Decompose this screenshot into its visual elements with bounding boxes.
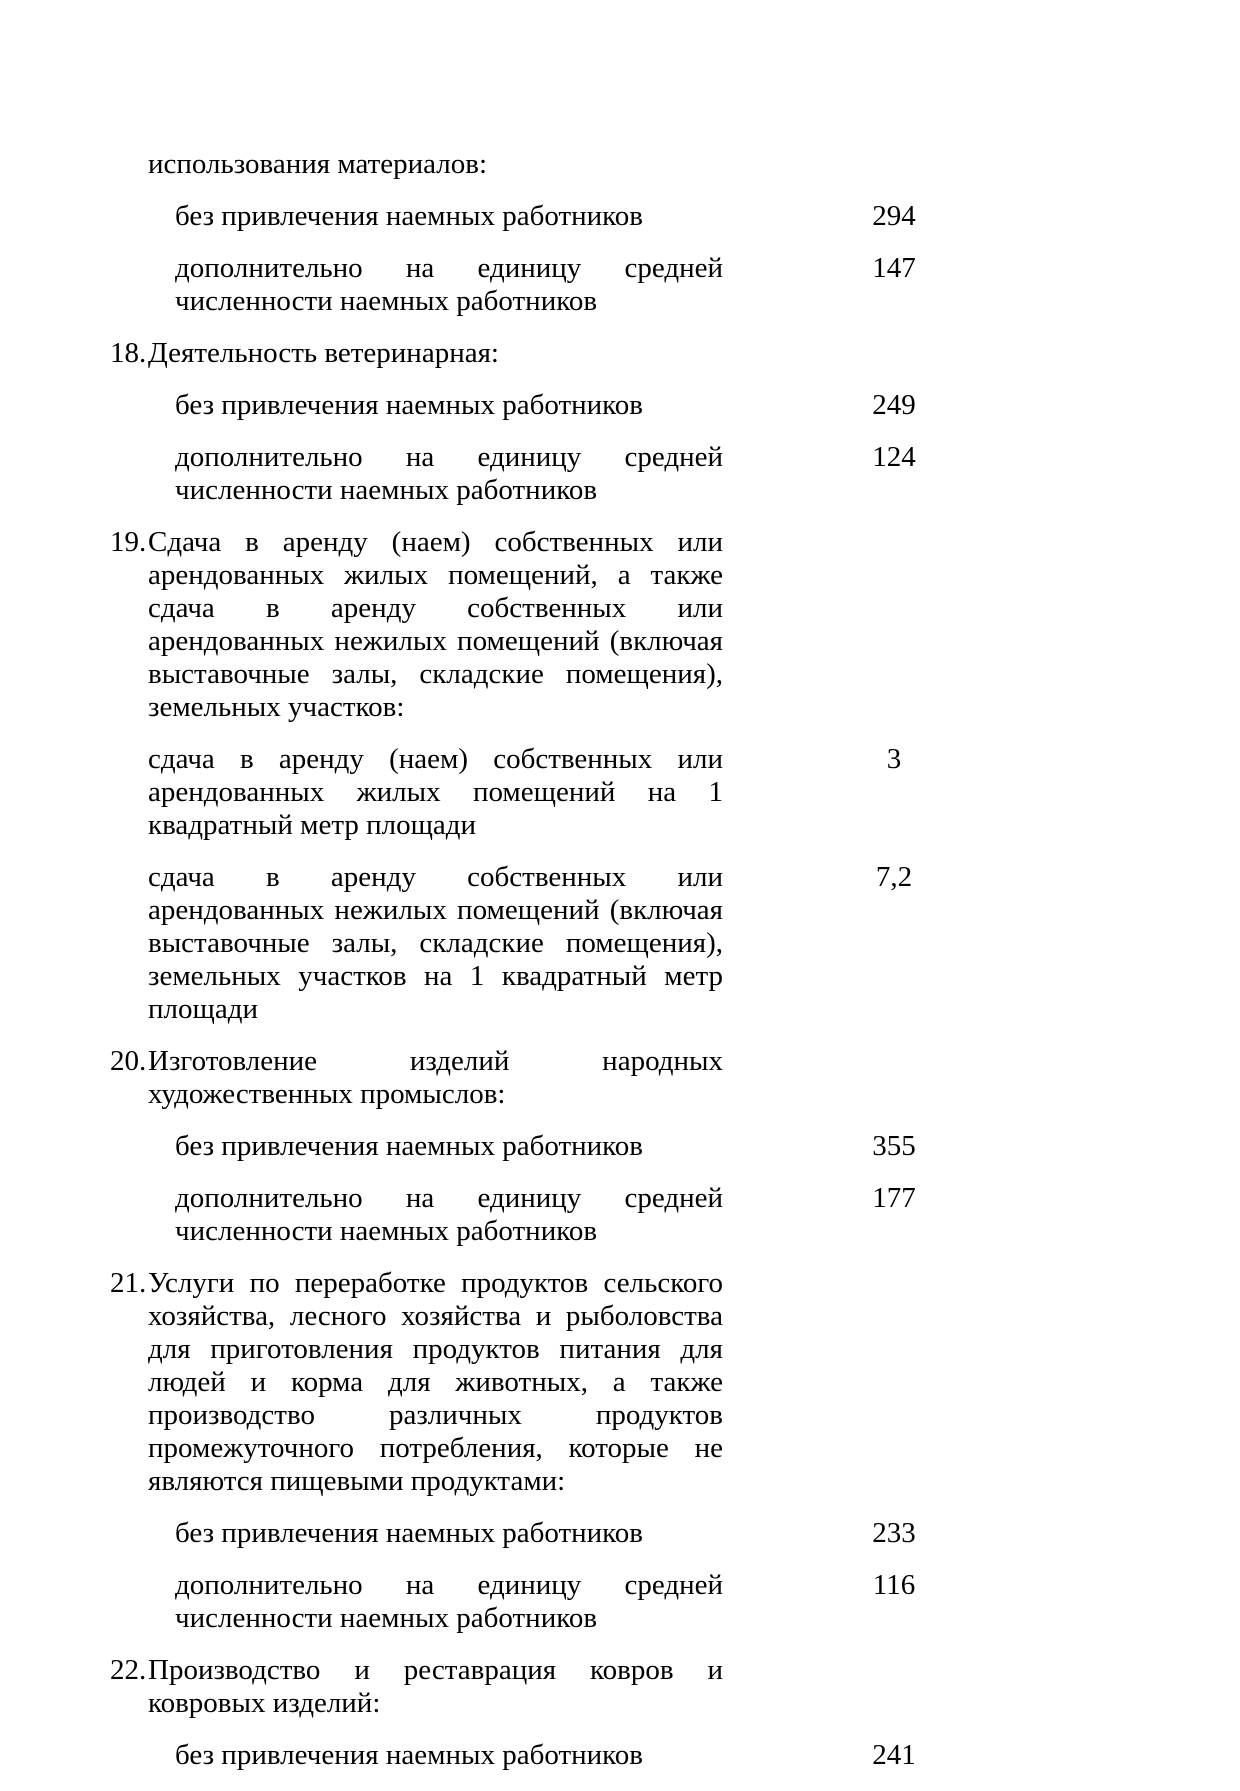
- document-rows: [0, 148, 1240, 1791]
- tariff-row: [0, 337, 1240, 370]
- item-value: 294: [872, 200, 916, 232]
- tariff-row: [0, 252, 1240, 318]
- item-number: 21.: [110, 1267, 147, 1299]
- item-text: без привлечения наемных работников: [175, 200, 643, 232]
- tariff-row: [0, 148, 1240, 181]
- item-text: без привлечения наемных работников: [175, 1130, 643, 1162]
- tariff-row: [0, 1739, 1240, 1772]
- item-value: 241: [872, 1739, 916, 1771]
- tariff-row: [0, 1130, 1240, 1163]
- item-text: Услуги по переработке продуктов сельского хозяйства, лесного хозяйства и рыболовства для приготовления продуктов питания для людей и корма для животных, а также производство различных продуктов промежуточного потребления, которые не являются пищевыми продуктами:: [148, 1267, 723, 1497]
- tariff-row: [0, 1654, 1240, 1720]
- tariff-row: [0, 743, 1240, 842]
- item-value: 116: [872, 1569, 916, 1601]
- item-text: использования материалов:: [148, 148, 488, 180]
- item-text: Изготовление изделий народных художественных промыслов:: [148, 1045, 723, 1110]
- tariff-row: [0, 1267, 1240, 1498]
- item-value: 147: [872, 252, 916, 284]
- tariff-row: [0, 1045, 1240, 1111]
- item-number: 18.: [110, 337, 147, 369]
- tariff-row: [0, 1517, 1240, 1550]
- item-value: 7,2: [875, 861, 913, 893]
- item-text: сдача в аренду собственных или арендованных нежилых помещений (включая выставочные залы, складские помещения), земельных участков на 1 квадратный метр площади: [148, 861, 723, 1025]
- item-value: 233: [872, 1517, 916, 1549]
- item-text: Производство и реставрация ковров и ковровых изделий:: [148, 1654, 723, 1719]
- item-value: 3: [886, 743, 902, 775]
- tariff-row: [0, 200, 1240, 233]
- tariff-row: [0, 1182, 1240, 1248]
- item-value: 355: [872, 1130, 916, 1162]
- item-number: 19.: [110, 526, 147, 558]
- item-text: дополнительно на единицу средней численности наемных работников: [175, 441, 723, 506]
- item-number: 20.: [110, 1045, 147, 1077]
- item-text: Сдача в аренду (наем) собственных или арендованных жилых помещений, а также сдача в аренду собственных или арендованных нежилых помещений (включая выставочные залы, складские помещения), земельных участков:: [148, 526, 723, 723]
- item-value: 177: [872, 1182, 916, 1214]
- tariff-row: [0, 441, 1240, 507]
- item-text: без привлечения наемных работников: [175, 1739, 643, 1771]
- tariff-row: [0, 526, 1240, 724]
- item-text: дополнительно на единицу средней численности наемных работников: [175, 1569, 723, 1634]
- item-text: дополнительно на единицу средней численности наемных работников: [175, 252, 723, 317]
- tariff-row: [0, 861, 1240, 1026]
- item-value: 124: [872, 441, 916, 473]
- item-number: 22.: [110, 1654, 147, 1686]
- item-value: 249: [872, 389, 916, 421]
- item-text: дополнительно на единицу средней численности наемных работников: [175, 1182, 723, 1247]
- item-text: без привлечения наемных работников: [175, 389, 643, 421]
- item-text: сдача в аренду (наем) собственных или арендованных жилых помещений на 1 квадратный метр площади: [148, 743, 723, 841]
- tariff-row: [0, 389, 1240, 422]
- tariff-row: [0, 1569, 1240, 1635]
- item-text: без привлечения наемных работников: [175, 1517, 643, 1549]
- item-text: Деятельность ветеринарная:: [148, 337, 499, 369]
